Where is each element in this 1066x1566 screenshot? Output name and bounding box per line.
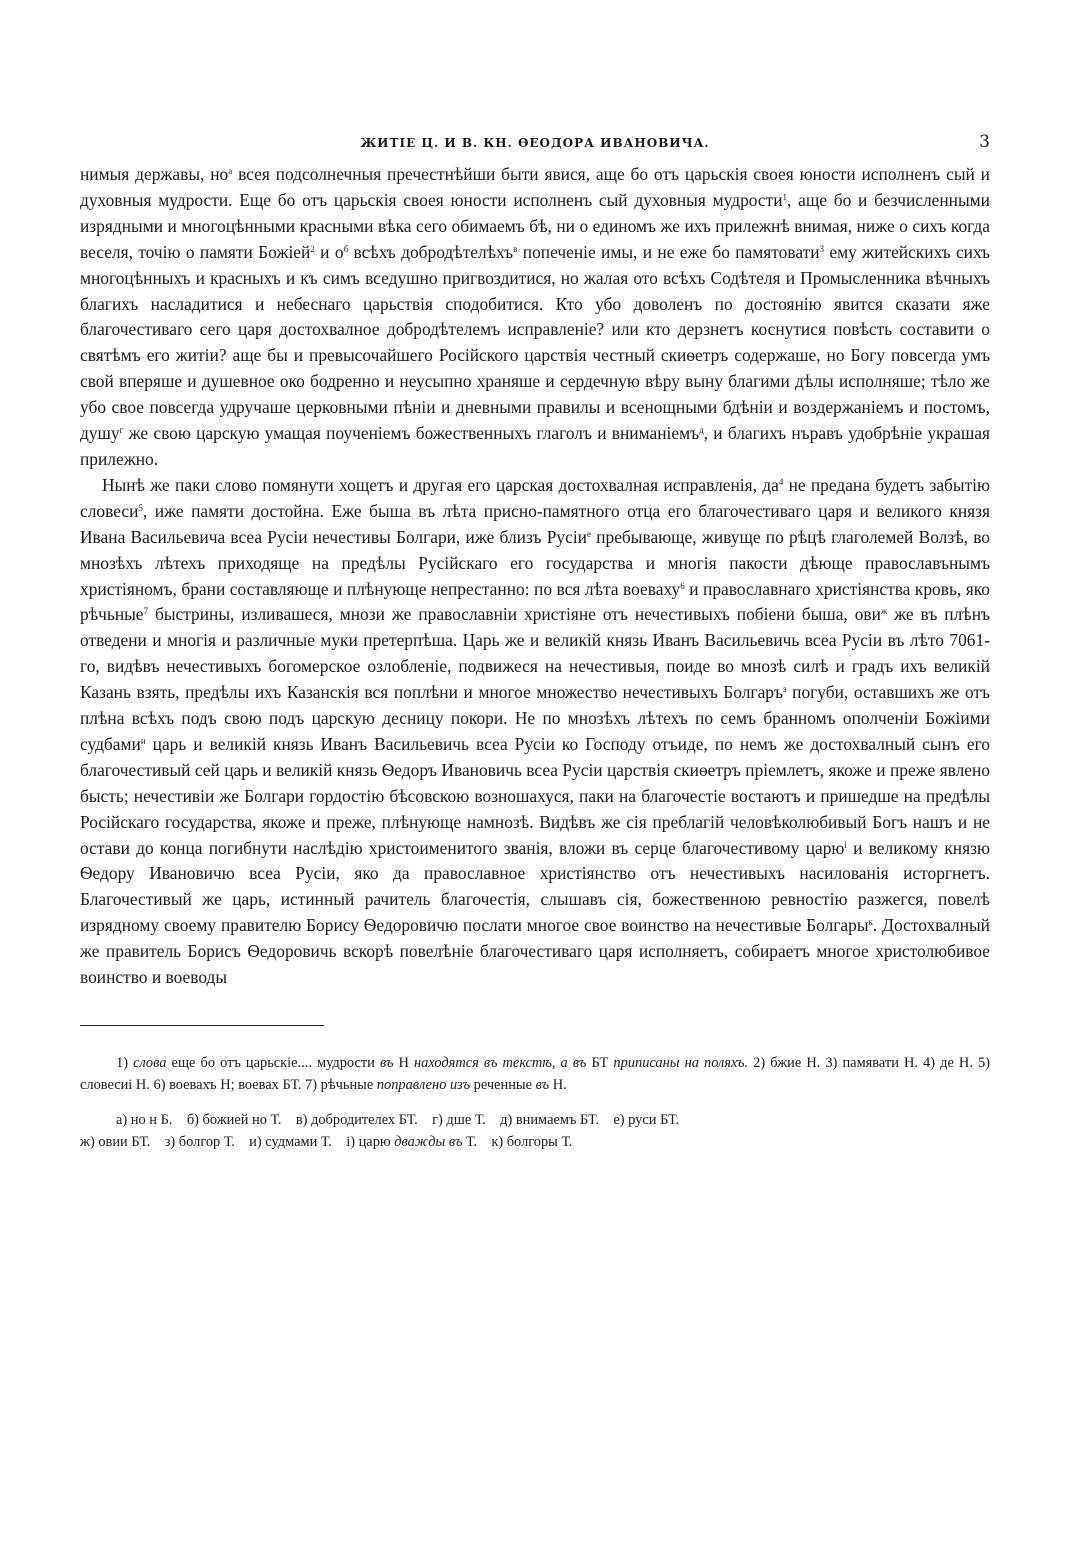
footnote-ref: 7 (143, 606, 149, 617)
note-italic: приписаны на поляхъ. (613, 1055, 749, 1071)
text-run: , иже памяти достойна. Еже быша въ лѣта присно-памятного отца его благочестиваго царя и великого князя Ивана Васильевича всеа Русіи нечестивы Болгари, иже близъ Русіи (80, 500, 990, 547)
note-text: ж) овии БТ. з) болгор Т. и) судмами Т. і) царю (80, 1134, 395, 1150)
paragraph-1 (80, 162, 990, 473)
note-italic: въ (379, 1055, 394, 1071)
main-text (80, 162, 990, 991)
note-text: Н. (549, 1077, 567, 1093)
note-italic: поправлено изъ (376, 1077, 471, 1093)
text-run: , и благихъ нъравъ удобрѣніе украшая прилежно. (80, 423, 990, 469)
note-text: 2) бжие Н. 3) памявати Н. 4) де Н. 5) словесиі Н. 6) воевахъ Н; воевах БТ. 7) рѣчьные (80, 1055, 990, 1093)
note-italic: слова (133, 1055, 167, 1071)
text-run: всея подсолнечныя пречестнѣйши быти явися, аще бо отъ царьскія своея юности исполненъ сый и духовныя мудрости. Еще бо отъ царьскія своея юности исполненъ сый духовныя мудрости (80, 164, 990, 210)
paragraph-2 (80, 473, 990, 991)
page-number: 3 (979, 132, 990, 152)
note-italic: дважды въ (394, 1134, 463, 1150)
footnote-ref: 2 (310, 243, 315, 254)
footnote-ref: 3 (819, 243, 825, 254)
running-title: ЖИТІЕ Ц. И В. КН. ѲЕОДОРА ИВАНОВИЧА. (360, 136, 710, 150)
footnote-ref: е (586, 528, 591, 539)
footnote-ref: 4 (778, 476, 784, 487)
footnote-ref: г (119, 425, 124, 436)
page-header (80, 128, 990, 162)
note-text: еще бо отъ царьскіе.... мудрости (166, 1055, 380, 1071)
footnote-ref: в (513, 243, 518, 254)
text-run: погуби, оставшихъ же отъ плѣна всѣхъ подъ свою подъ царскую десницу покори. Не по мнозѣхъ лѣтехъ по семъ бранномъ ополченіи Божіими судбами (80, 682, 991, 754)
page (80, 128, 990, 1153)
text-run: попеченіе имы, и не еже бо памятовати (517, 241, 820, 262)
text-run: нимыя державы, но (80, 164, 229, 184)
text-run: же свою царскую умащая поученіемъ божественныхъ глаголъ и вниманіемъ (123, 423, 700, 444)
footnote-divider (80, 1025, 324, 1026)
footnote-ref: ж (880, 606, 888, 617)
numbered-footnotes (80, 1052, 990, 1096)
footnote-ref: 6 (680, 580, 685, 591)
note-text: БТ (586, 1055, 614, 1071)
text-run: же въ плѣнъ отведени и многія и различные муки претерпѣша. Царь же и великій князь Иванъ Васильевичь всеа Русіи въ лѣто 7061-го, видѣвъ нечестивыхъ богомерское озлобленіе, подвижеся на нечестивыя, поиде во мнозѣ силѣ и градъ ихъ великій Казань взять, предѣлы ихъ Казанскія вся поплѣни и многое множество нечестивыхъ Болгаръ (80, 604, 991, 703)
footnotes (80, 1052, 990, 1153)
text-run: и великому князю Ѳедору Ивановичю всеа Русіи, яко да православное христіянство отъ нечестивыхъ насилованія исторгнетъ. Благочестивый же царь, истинный рачитель благочестія, слышавъ сія, божественною ревностію разжегся, повелѣ изрядному своему правителю Борису Ѳедоровичю послати многое свое воинство на нечестивые Болгары (80, 837, 990, 936)
footnote-ref: б (343, 243, 349, 254)
text-run: и православнаго христіянства кровь, яко рѣчьные (80, 578, 990, 625)
note-italic: находятся въ текстѣ, а въ (414, 1055, 587, 1071)
note-text: 1) (116, 1055, 134, 1071)
lettered-footnotes-line-1: а) но н Б. б) божией но Т. в) добродителех БТ. г) дше Т. д) внимаемъ БТ. е) руси БТ. (116, 1112, 680, 1128)
text-run: , аще бо и безчисленными изрядными и многоцѣнными красными вѣка сего обимаемъ бѣ, ни о единомъ же ихъ прилежнѣ внимая, ниже о сихъ когда веселя, точію о памяти Божіей (80, 189, 990, 262)
footnote-ref: к (868, 917, 873, 928)
footnote-ref: а (228, 166, 233, 176)
text-run: Нынѣ же паки слово помянути хощетъ и другая его царская достохвалная исправленія, да (102, 474, 779, 495)
note-text: реченные (470, 1077, 536, 1093)
lettered-footnotes-line-2 (80, 1131, 990, 1153)
text-run: . Достохвалный же правитель Борисъ Ѳедоровичь вскорѣ повелѣніе благочестиваго царя исполняетъ, собираетъ многое христолюбивое воинство и воеводы (80, 915, 990, 988)
text-run: не предана будетъ забытію словеси (80, 474, 990, 521)
note-italic: въ (535, 1077, 550, 1093)
footnote-ref: 5 (138, 502, 143, 513)
text-run: пребывающе, живуще по рѣцѣ глаголемей Волзѣ, во мнозѣхъ лѣтехъ приходяще на предѣлы Русійскаго его государства и многія пакости дѣюще православънымъ христіяномъ, брани составляюще и плѣнующе непрестанно: по вся лѣта воеваху (80, 526, 991, 599)
footnote-ref: з (782, 684, 787, 695)
footnote-ref: д (699, 425, 704, 436)
footnote-ref: и (140, 735, 146, 746)
note-text: Н (393, 1055, 415, 1071)
text-run: царь и великій князь Иванъ Васильевичь всеа Русіи ко Господу отъиде, по немъ же достохвалный сынъ его благочестивый сей царь и великій князь Ѳедоръ Ивановичь всеа Русіи царствія скиѳетръ пріемлетъ, якоже и преже явлено бысть; нечестивіи же Болгари гордостію бѣсовскою вознoшахуся, паки на благочестіе востаютъ и пришедше на предѣлы Російскаго государства, якоже и преже, плѣнующе намнозѣ. Видѣвъ же сія преблагій человѣколюбивый Богъ нашъ и не остави до конца погибнути наслѣдію христоименитого званія, вложи въ серце благочестивому царю (80, 733, 990, 858)
text-run: ему житейскихъ сихъ многоцѣнныхъ и красныхъ и къ симъ вседушно пригвоздитися, но жалая ото всѣхъ Содѣтеля и Промысленника вѣчныхъ благихъ насладитися и небеснаго царьствія сподобитися. Кто убо доволенъ по достоянію явится сказати яже благочестиваго сего царя достохвалное добродѣтелемъ исправленіе? или кто дерзнетъ коснутися повѣсть составити о святѣмъ его житіи? аще бы и превысочайшего Російского царствія честный скиѳетръ содержаше, но Богу повсегда умъ свой вперяше и душевное око бодренно и неусыпно храняше и сердечную вѣру выну благими дѣлы исполняше; тѣло же убо свое повсегда удручаше церковными пѣніи и дневными правилы и всенощными бдѣніи и воздержаніемъ и постомъ, душу (80, 241, 990, 444)
text-run: всѣхъ добродѣтелѣхъ (348, 241, 514, 262)
note-text: Т. к) болгоры Т. (462, 1134, 573, 1150)
footnote-ref: 1 (782, 191, 788, 202)
footnote-ref: і (844, 839, 847, 850)
text-run: и о (314, 241, 344, 262)
text-run: быстрины, изливашеся, мнози же православніи христіяне отъ нечестивыхъ побіени быша, ови (148, 604, 881, 625)
